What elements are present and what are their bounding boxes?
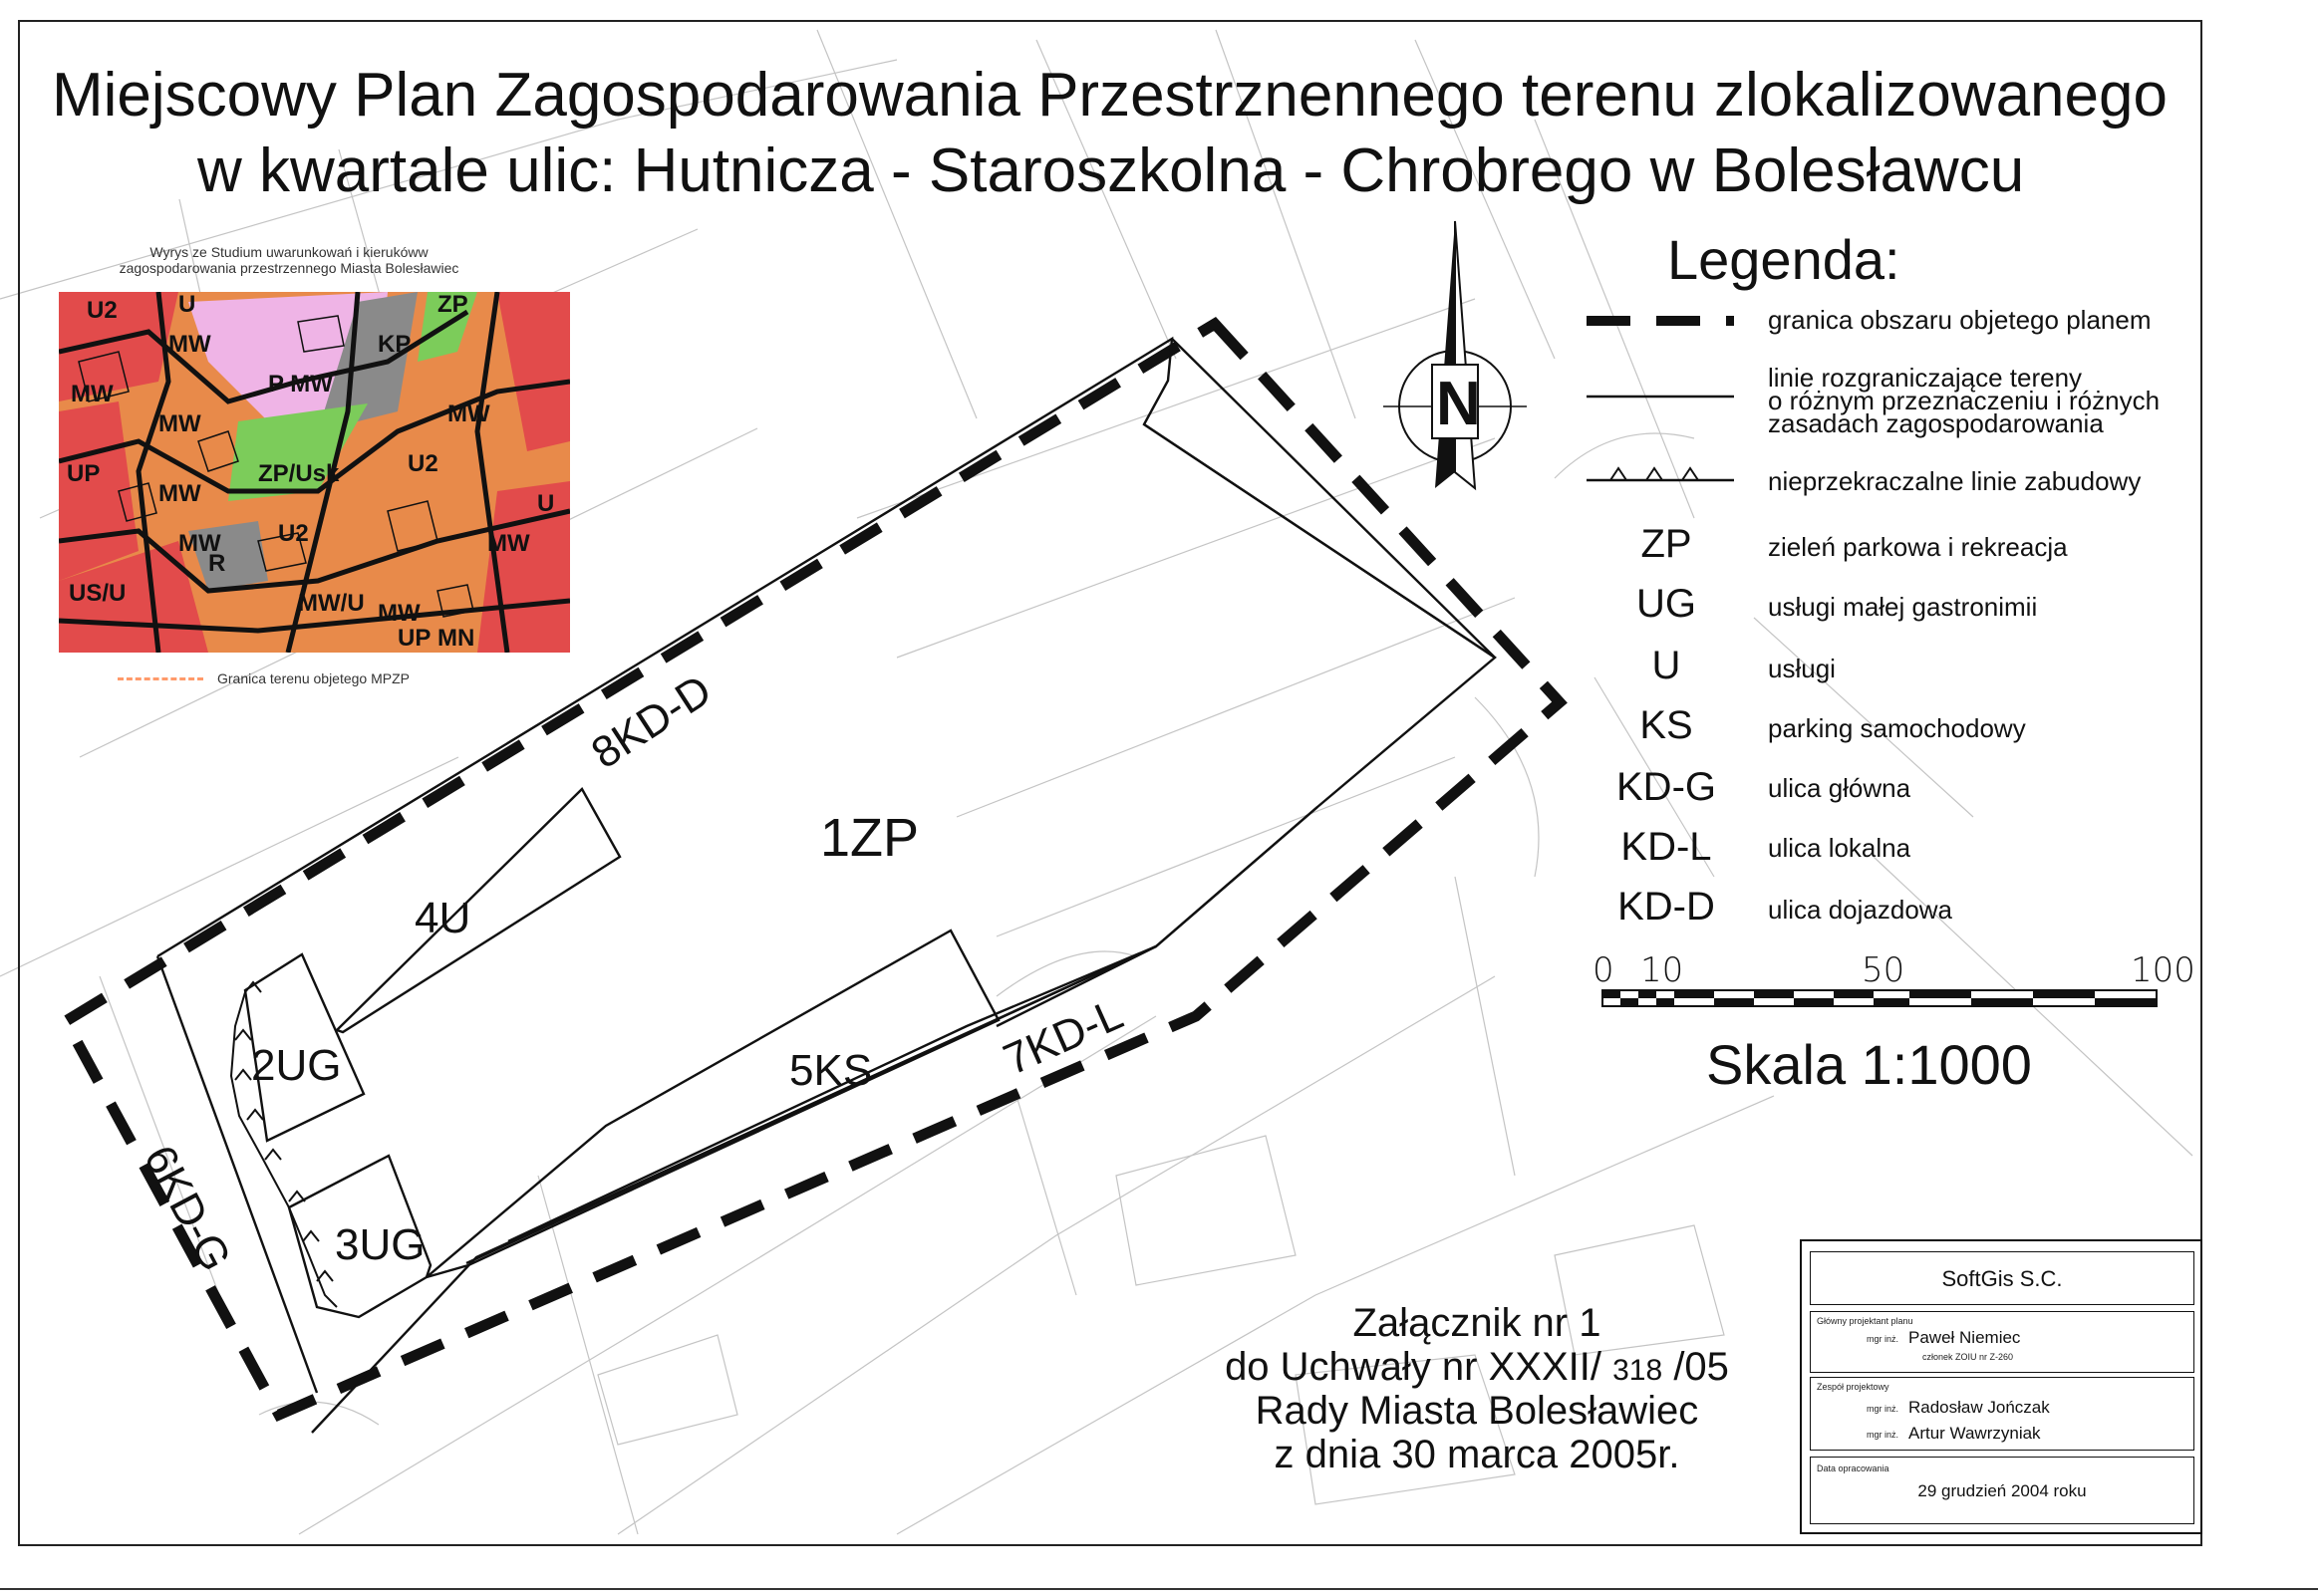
team-member-1-prefix: mgr inż. — [1867, 1404, 1899, 1414]
company-name: SoftGis S.C. — [1941, 1266, 2063, 1291]
svg-text:U2: U2 — [278, 520, 309, 547]
map-title-line2: w kwartale ulic: Hutnicza - Staroszkolna - Chrobrego w Bolesławcu — [197, 136, 2025, 205]
legend-desc-kdl: ulica lokalna — [1768, 833, 1911, 863]
scale-tick-100: 100 — [2131, 950, 2195, 990]
legend-item-dividers — [1768, 363, 2161, 438]
svg-text:MW: MW — [168, 331, 211, 358]
title-block-team-cell — [1810, 1377, 2194, 1451]
inset-caption-2: zagospodarowania przestrzennego Miasta Bolesławiec — [119, 260, 459, 276]
inset-map-graphic — [59, 292, 570, 653]
svg-text:R: R — [208, 550, 226, 577]
svg-text:P MW: P MW — [268, 371, 333, 398]
svg-text:US/U: US/U — [69, 580, 127, 607]
legend-title: Legenda: — [1667, 228, 1900, 291]
resolution-prefix: do Uchwały nr XXXII/ — [1225, 1345, 1601, 1389]
svg-text:MW: MW — [178, 530, 221, 557]
title-block-date-cell — [1810, 1457, 2194, 1524]
svg-text:MW/U: MW/U — [298, 590, 365, 617]
resolution-date: z dnia 30 marca 2005r. — [1274, 1433, 1680, 1476]
legend-desc-ks: parking samochodowy — [1768, 713, 2026, 743]
team-member-1: Radosław Jończak — [1908, 1398, 2050, 1417]
svg-text:MW: MW — [158, 410, 201, 437]
zone-label-8kdd: 8KD-D — [583, 665, 721, 779]
date-label: Data opracowania — [1817, 1463, 1889, 1473]
legend-item-boundary: granica obszaru objetego planem — [1768, 305, 2152, 335]
legend-code-zp: ZP — [1640, 522, 1692, 566]
resolution-suffix: /05 — [1673, 1345, 1729, 1389]
legend-desc-u: usługi — [1768, 654, 1836, 683]
resolution-number-value: 318 — [1612, 1354, 1663, 1387]
scale-tick-10: 10 — [1640, 950, 1684, 990]
svg-text:UP: UP — [398, 625, 432, 652]
scale-tick-50: 50 — [1862, 950, 1905, 990]
svg-text:KP: KP — [378, 331, 412, 358]
north-arrow-letter: N — [1436, 370, 1481, 438]
title-block-chief-cell — [1810, 1311, 2194, 1373]
legend-code-ug: UG — [1636, 582, 1696, 626]
annex-number: Załącznik nr 1 — [1352, 1301, 1601, 1345]
scale-text: Skala 1:1000 — [1706, 1033, 2032, 1096]
zone-label-4u: 4U — [415, 894, 471, 942]
legend-item-dividers-line2: o różnym przeznaczeniu i różnych — [1768, 386, 2161, 415]
inset-caption: Wyrys ze Studium uwarunkowań i kierukóww — [149, 244, 429, 260]
svg-text:U: U — [178, 292, 196, 318]
legend-desc-kdd: ulica dojazdowa — [1768, 895, 1953, 925]
legend-code-kdd: KD-D — [1617, 885, 1715, 929]
svg-text:MW: MW — [158, 480, 201, 507]
legend-code-kdl: KD-L — [1620, 825, 1712, 869]
svg-text:U: U — [537, 490, 555, 517]
svg-text:MW: MW — [71, 381, 114, 407]
svg-text:MW: MW — [447, 400, 490, 427]
inset-study-map — [59, 292, 570, 653]
legend-desc-zp: zieleń parkowa i rekreacja — [1768, 532, 2068, 562]
legend-code-ks: KS — [1639, 703, 1693, 747]
team-member-2: Artur Wawrzyniak — [1908, 1424, 2041, 1443]
team-member-2-prefix: mgr inż. — [1867, 1430, 1899, 1440]
zone-label-2ug: 2UG — [251, 1041, 342, 1090]
zone-label-6kdg: 6KD-G — [134, 1138, 241, 1279]
svg-text:MW: MW — [378, 600, 421, 627]
svg-text:MN: MN — [437, 625, 475, 652]
title-block — [1800, 1239, 2202, 1534]
chief-role: Główny projektant planu — [1817, 1316, 1913, 1326]
chief-note: członek ZOIU nr Z-260 — [1922, 1352, 2014, 1362]
map-title-line1: Miejscowy Plan Zagospodarowania Przestrznennego terenu zlokalizowanego — [52, 61, 2168, 130]
chief-prefix: mgr inż. — [1867, 1334, 1899, 1344]
title-block-company-cell — [1810, 1251, 2194, 1305]
resolution-number — [1168, 1345, 1786, 1393]
zone-label-7kdl: 7KD-L — [997, 989, 1130, 1085]
svg-text:U2: U2 — [87, 297, 118, 324]
legend-code-kdg: KD-G — [1616, 765, 1716, 809]
plan-date: 29 grudzień 2004 roku — [1917, 1481, 2087, 1500]
legend-code-u: U — [1651, 644, 1681, 687]
chief-name: Paweł Niemiec — [1908, 1328, 2021, 1347]
bottom-rule — [0, 1588, 2318, 1590]
zone-label-5ks: 5KS — [789, 1046, 873, 1095]
inset-boundary-label: Granica terenu objetego MPZP — [217, 670, 410, 686]
svg-text:ZP/Usk: ZP/Usk — [258, 460, 340, 487]
svg-text:ZP: ZP — [437, 292, 468, 318]
scale-tick-0: 0 — [1593, 950, 1614, 990]
svg-text:UP: UP — [67, 460, 101, 487]
legend-item-building-line: nieprzekraczalne linie zabudowy — [1768, 466, 2142, 496]
svg-text:MW: MW — [487, 530, 530, 557]
legend-desc-kdg: ulica główna — [1768, 773, 1911, 803]
zone-label-1zp: 1ZP — [820, 808, 920, 868]
zone-label-3ug: 3UG — [335, 1220, 426, 1269]
team-role: Zespół projektowy — [1817, 1382, 1889, 1392]
svg-text:U2: U2 — [408, 450, 438, 477]
legend-item-dividers-line3: zasadach zagospodarowania — [1768, 408, 2104, 438]
inset-boundary-symbol — [118, 677, 203, 680]
resolution-council: Rady Miasta Bolesławiec — [1255, 1389, 1699, 1433]
legend-desc-ug: usługi małej gastronimii — [1768, 592, 2038, 622]
legend-item-dividers-line1: linie rozgraniczające tereny — [1768, 363, 2083, 393]
